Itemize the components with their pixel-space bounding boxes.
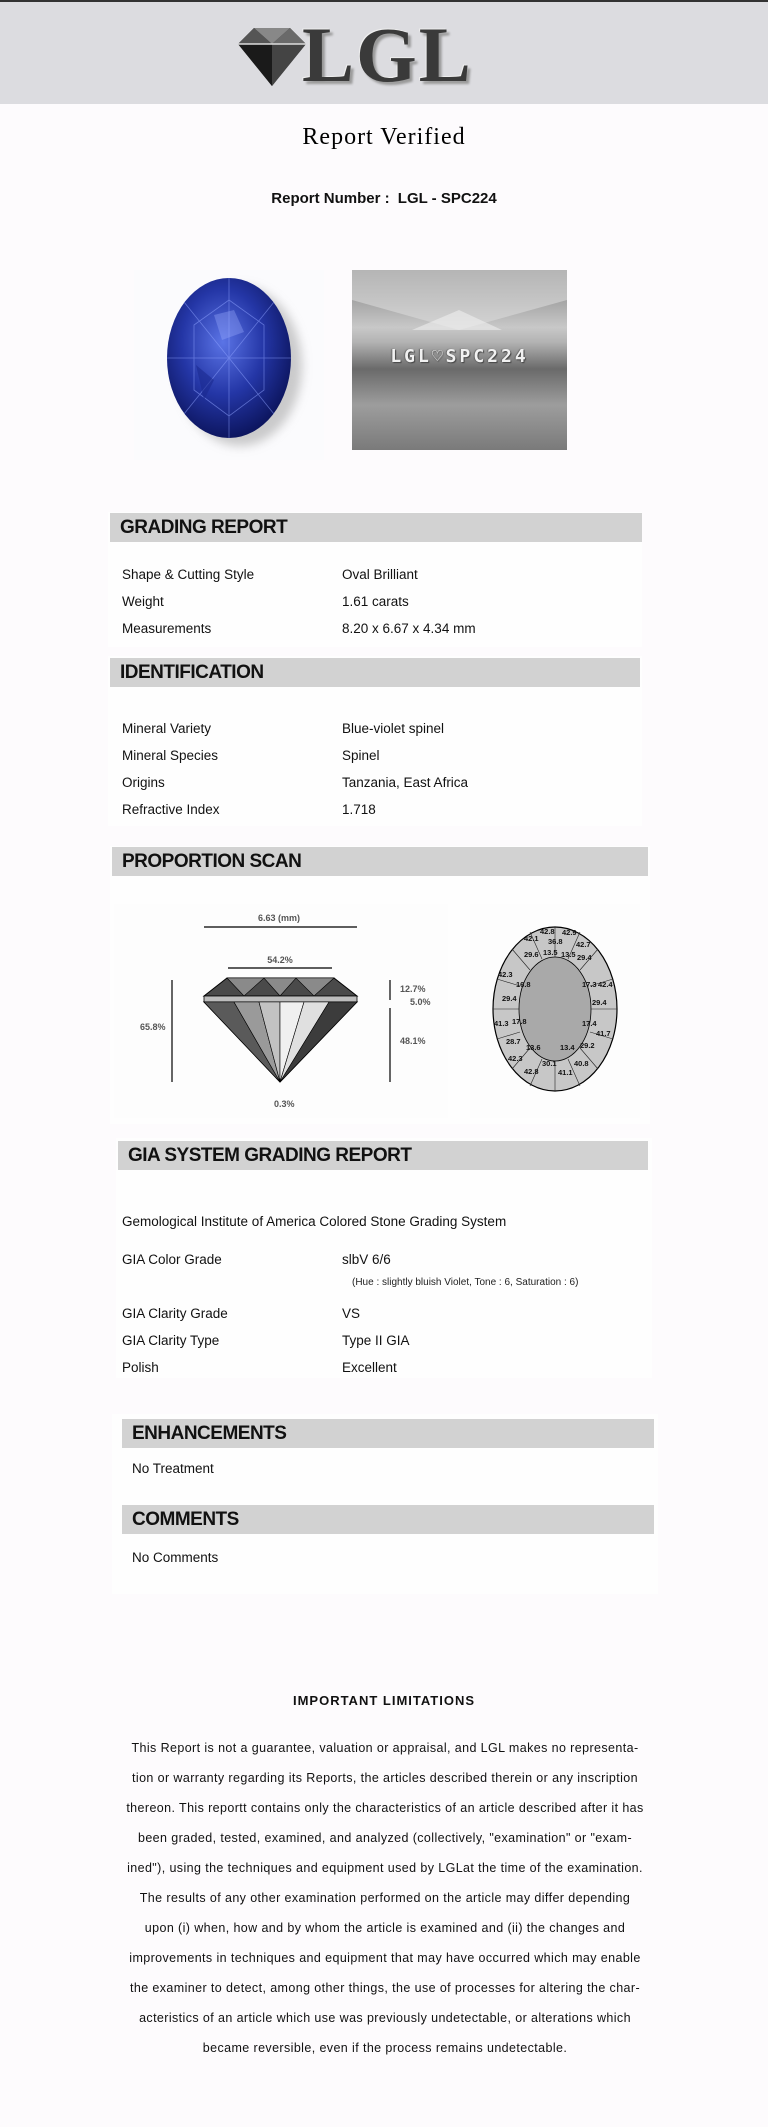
side-profile-diagram [114,904,448,1118]
facet-value: 17.3 [582,980,597,989]
facet-value: 42.8 [524,1067,539,1076]
mineral-species-value: Spinel [342,748,380,763]
limitations-line: upon (i) when, how and by whom the article is examined and (ii) the changes and [144,1921,626,1935]
proportion-scan-heading: PROPORTION SCAN [112,847,648,876]
logo-text: LGL [302,11,473,98]
facet-value: 29.4 [577,953,592,962]
limitations-line: became reversible, even if the process remains undetectable. [202,2041,568,2055]
facet-value: 36.8 [548,937,563,946]
limitations-line: thereon. This reportt contains only the characteristics of an article described after it has [126,1801,644,1815]
polish-value: Excellent [342,1360,397,1375]
facet-value: 30.1 [542,1059,557,1068]
gia-color-label: GIA Color Grade [122,1252,222,1267]
measurements-value: 8.20 x 6.67 x 4.34 mm [342,621,476,636]
lgl-logo [232,11,492,98]
comments-value: No Comments [132,1550,219,1565]
polish-label: Polish [122,1360,159,1375]
grading-report-heading: GRADING REPORT [110,513,642,542]
report-number [0,190,768,207]
mineral-species-label: Mineral Species [122,748,219,763]
total-depth-label: 65.8% [140,1022,166,1032]
facet-value: 41.1 [558,1068,573,1077]
facet-value: 42.7 [576,940,591,949]
gia-clarity-label: GIA Clarity Grade [122,1306,228,1321]
gia-clarity-value: VS [342,1306,361,1321]
identification-heading: IDENTIFICATION [110,658,640,687]
facet-value: 41.7 [596,1029,611,1038]
crown-height-label: 12.7% [400,984,426,994]
width-label: 6.63 (mm) [257,913,301,923]
gia-system-name: Gemological Institute of America Colored Stone Grading System [122,1214,507,1229]
origins-value: Tanzania, East Africa [342,775,469,790]
limitations-line: been graded, tested, examined, and analyzed (collectively, "examination" or "exam- [137,1831,633,1845]
facet-value: 42.1 [524,934,539,943]
enhancements-value: No Treatment [132,1461,214,1476]
gemstone-image [134,270,324,460]
facet-value: 17.8 [512,1017,527,1026]
inscription-text: LGL♡SPC224 [390,346,529,367]
girdle-label: 5.0% [410,997,431,1007]
facet-value: 29.4 [502,994,517,1003]
facet-value: 40.8 [574,1059,589,1068]
enhancements-heading: ENHANCEMENTS [122,1419,654,1448]
facet-value: 29.6 [524,950,539,959]
comments-heading: COMMENTS [122,1505,654,1534]
laser-inscription-photo [352,270,567,450]
refractive-index-label: Refractive Index [122,802,220,817]
facet-value: 13.5 [561,950,576,959]
facet-value: 42.4 [598,980,613,989]
measurements-label: Measurements [122,621,212,636]
top-view-svg [470,904,640,1118]
limitations-line: ined"), using the techniques and equipment used by LGLat the time of the examination. [127,1861,643,1875]
facet-value: 28.7 [506,1037,521,1046]
origins-label: Origins [122,775,165,790]
side-profile-svg [114,904,448,1118]
pavilion-depth-label: 48.1% [400,1036,426,1046]
facet-value: 16.8 [516,980,531,989]
diamond-logo-icon [232,22,312,92]
gemstone-photo [134,270,324,460]
facet-value: 42.8 [540,927,555,936]
limitations-line: acteristics of an article which use was previously undetectable, or alterations which [139,2011,631,2025]
facet-value: 29.2 [580,1041,595,1050]
facet-value: 42.3 [508,1054,523,1063]
limitations-line: the examiner to detect, among other things, the use of processes for altering the char- [129,1981,641,1995]
gia-heading: GIA SYSTEM GRADING REPORT [118,1141,648,1170]
limitations-line: tion or warranty regarding its Reports, the articles described therein or any inscription [132,1771,638,1785]
shape-value: Oval Brilliant [342,567,418,582]
table-label: 54.2% [267,955,293,965]
top-view-diagram [470,904,640,1118]
report-number-value: LGL - SPC224 [397,190,497,207]
culet-label: 0.3% [274,1099,295,1109]
weight-label: Weight [122,594,164,609]
facet-value: 29.4 [592,998,607,1007]
facet-value: 17.4 [582,1019,597,1028]
gia-clarity-type-value: Type II GIA [342,1333,410,1348]
gia-clarity-type-label: GIA Clarity Type [122,1333,220,1348]
facet-value: 13.6 [526,1043,541,1052]
facet-value: 13.5 [543,948,558,957]
limitations-line: This Report is not a guarantee, valuation or appraisal, and LGL makes no representa- [131,1741,639,1755]
gia-color-note: (Hue : slightly bluish Violet, Tone : 6, Saturation : 6) [352,1277,579,1288]
facet-value: 42.9 [562,928,577,937]
page-title: Report Verified [302,124,466,150]
refractive-index-value: 1.718 [342,802,376,817]
page-header [0,0,768,104]
limitations-line: improvements in techniques and equipment that may have occurred which may enable [129,1951,641,1965]
weight-value: 1.61 carats [342,594,409,609]
mineral-variety-label: Mineral Variety [122,721,212,736]
report-number-label: Report Number : [271,190,390,207]
limitations-heading: IMPORTANT LIMITATIONS [292,1693,476,1708]
shape-label: Shape & Cutting Style [122,567,255,582]
facet-value: 42.3 [498,970,513,979]
gia-color-value: slbV 6/6 [342,1252,391,1267]
facet-value: 41.3 [494,1019,509,1028]
facet-value: 13.4 [560,1043,575,1052]
limitations-line: The results of any other examination performed on the article may differ depending [139,1891,631,1905]
limitations-text [118,1733,652,2063]
mineral-variety-value: Blue-violet spinel [342,721,445,736]
